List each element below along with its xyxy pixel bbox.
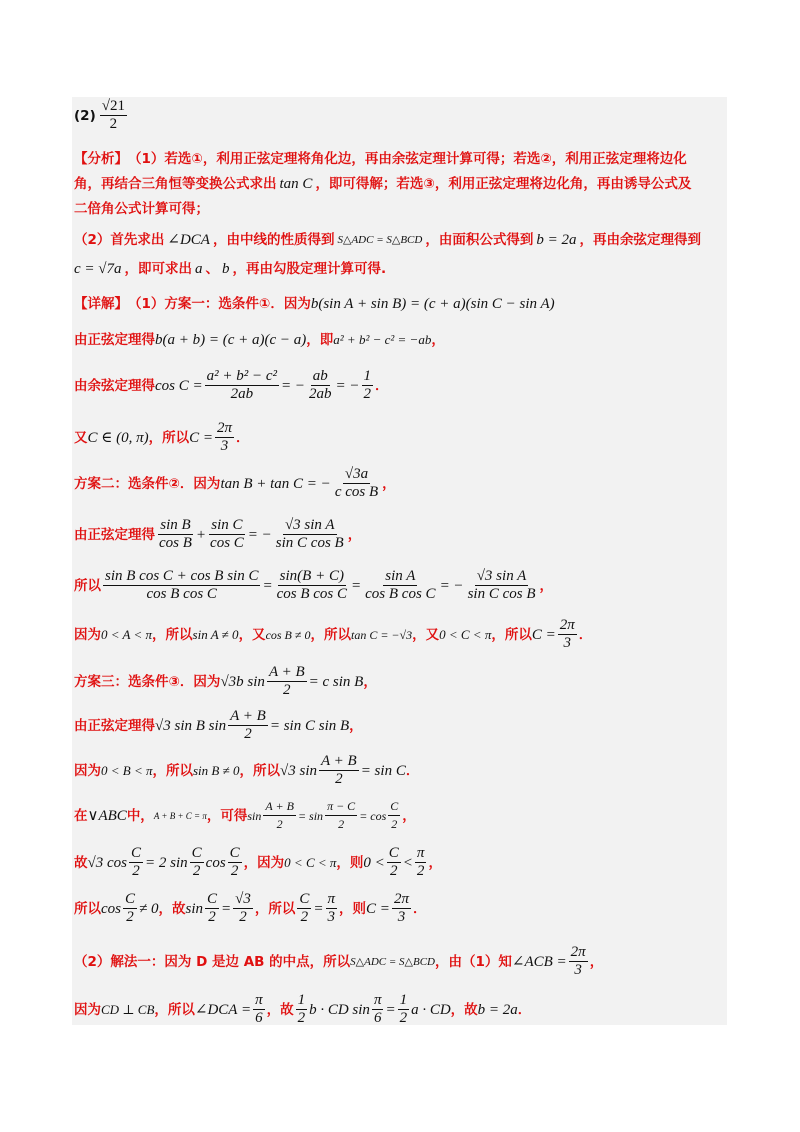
- text-span: √21: [101, 98, 125, 114]
- fraction: [326, 891, 338, 926]
- text-span: ．: [578, 626, 593, 643]
- text-span: =: [385, 1001, 396, 1018]
- text-span: √3b sin: [220, 673, 265, 690]
- text-span: 在: [74, 807, 88, 824]
- text-span: （1）方案一：选条件①．因为: [128, 296, 311, 312]
- text-span: π: [373, 992, 382, 1008]
- text-span: 0 < C < π: [284, 854, 337, 870]
- text-span: sin A: [385, 568, 416, 584]
- text-span: C: [125, 891, 136, 907]
- fraction: [208, 517, 246, 552]
- text-span: ．: [405, 762, 420, 779]
- text-span: ，所以: [239, 762, 280, 779]
- text-span: b: [222, 261, 230, 277]
- detail-line-4: [74, 420, 250, 455]
- text-span: 2π: [217, 420, 233, 436]
- text-span: a² + b² − c² = −ab: [333, 332, 432, 347]
- text-span: ，: [539, 577, 553, 594]
- plan3-line-2: [74, 708, 363, 743]
- text-span: a² + b² − c²: [206, 368, 278, 384]
- fraction: [205, 368, 279, 403]
- text-span: （1）若选①，利用正弦定理将角化边，再由余弦定理计算可得；若选②，利用正弦定理将边化: [128, 151, 687, 167]
- analysis-label: 【分析】: [74, 151, 128, 167]
- text-span: = −: [281, 377, 306, 394]
- text-span: 0 <: [363, 854, 385, 871]
- text-span: 0 < A < π: [101, 626, 153, 642]
- fraction: [157, 517, 194, 552]
- text-span: = sin C: [360, 762, 406, 779]
- text-span: sin C cos B: [275, 535, 344, 551]
- text-span: tan C = −√3: [350, 627, 413, 642]
- text-span: 1: [399, 992, 408, 1008]
- text-span: √3 sin B sin: [155, 717, 227, 734]
- text-span: ，所以: [152, 762, 193, 779]
- text-span: b = 2a: [477, 1001, 518, 1018]
- text-span: sin: [185, 900, 204, 917]
- text-span: 3: [574, 962, 582, 978]
- text-span: 2: [239, 909, 247, 925]
- fraction: [297, 891, 311, 926]
- text-span: ，由中线的性质得到: [212, 232, 335, 248]
- text-span: tan C: [279, 176, 313, 192]
- text-span: 角，再结合三角恒等变换公式求出: [74, 176, 277, 192]
- text-span: 2π: [559, 617, 575, 633]
- text-span: =: [221, 900, 232, 917]
- detail-label: 【详解】: [74, 296, 128, 312]
- text-span: A + B: [230, 708, 266, 724]
- text-span: a: [195, 261, 203, 277]
- text-span: ，故: [158, 900, 186, 917]
- text-span: C =: [189, 429, 214, 446]
- text-span: 2: [244, 726, 252, 742]
- text-span: sin: [247, 808, 262, 823]
- text-span: a · CD: [411, 1001, 451, 1018]
- text-span: tan B + tan C = −: [220, 475, 331, 492]
- fraction: [387, 845, 401, 880]
- text-span: 2: [335, 771, 343, 787]
- text-span: cos B cos C: [146, 586, 217, 602]
- text-span: S△ADC = S△BCD: [337, 234, 423, 246]
- text-span: （2）解法一：因为 D 是边 AB 的中点，所以: [74, 953, 351, 970]
- text-span: ，则: [339, 900, 367, 917]
- text-span: 2π: [570, 944, 586, 960]
- text-span: b(sin A + sin B) = (c + a)(sin C − sin A): [310, 296, 555, 312]
- fraction: [274, 517, 346, 552]
- part2-line-2: [74, 992, 531, 1027]
- text-span: 2ab: [309, 386, 332, 402]
- text-span: CD ⊥ CB: [101, 1001, 155, 1017]
- fraction: [319, 753, 359, 788]
- text-span: sin C: [211, 517, 243, 533]
- text-span: sin(B + C): [279, 568, 344, 584]
- text-span: ，故: [266, 1001, 294, 1018]
- text-span: cos: [205, 854, 226, 871]
- plan2-line-4: [74, 617, 592, 652]
- text-span: =: [262, 577, 273, 594]
- text-span: ，: [349, 717, 363, 734]
- plan2-line-3: [74, 568, 553, 603]
- text-span: cos C: [210, 535, 244, 551]
- fraction: [325, 798, 357, 833]
- analysis-line-2: [74, 174, 691, 194]
- text-span: 2: [300, 909, 309, 925]
- text-span: 2: [192, 863, 201, 879]
- fraction: [466, 568, 538, 603]
- text-span: ，: [589, 953, 604, 970]
- text-span: 2: [283, 682, 291, 698]
- fraction: [275, 568, 349, 603]
- text-span: c = √7a: [74, 261, 122, 277]
- text-span: 二倍角公式计算可得；: [74, 201, 209, 217]
- plan2-line-2: [74, 517, 361, 552]
- text-span: 0 < B < π: [101, 762, 153, 778]
- text-span: A + B: [263, 798, 296, 816]
- fraction: [215, 420, 234, 455]
- text-span: 2: [276, 817, 283, 831]
- text-span: ∠ACB =: [511, 953, 567, 970]
- text-span: ，又: [412, 626, 440, 643]
- text-span: ，: [402, 807, 416, 824]
- fraction: [307, 368, 334, 403]
- text-span: ab: [312, 368, 328, 384]
- text-span: ．: [375, 377, 389, 394]
- text-span: 2π: [393, 891, 409, 907]
- analysis-line-4: [74, 230, 701, 250]
- text-span: = −: [439, 577, 464, 594]
- text-span: ∠DCA: [167, 232, 210, 248]
- text-span: 2: [391, 817, 398, 831]
- fraction: [415, 845, 427, 880]
- text-span: 2: [390, 863, 398, 879]
- text-span: ，可得: [206, 807, 248, 824]
- fraction: [228, 708, 268, 743]
- text-span: 2: [363, 386, 372, 402]
- text-span: √3a: [344, 466, 369, 482]
- text-span: = 2 sin: [145, 854, 188, 871]
- answer-value: [100, 98, 127, 133]
- text-span: 由余弦定理得: [74, 377, 155, 394]
- text-span: b(a + b) = (c + a)(c − a): [155, 332, 307, 348]
- fraction: [129, 845, 143, 880]
- text-span: √3 cos: [87, 854, 127, 871]
- plan3-line-5: [74, 845, 442, 880]
- text-span: 、: [205, 261, 220, 277]
- text-span: A + B: [268, 664, 305, 680]
- text-span: sin B cos C + cos B sin C: [105, 568, 259, 584]
- text-span: ，则: [336, 854, 364, 871]
- text-span: ，所以: [152, 626, 193, 643]
- text-span: C: [299, 891, 310, 907]
- fraction: [558, 617, 577, 652]
- text-span: ，再由勾股定理计算可得.: [232, 261, 387, 277]
- analysis-line-5: [74, 259, 386, 279]
- text-span: = c sin B: [308, 673, 364, 690]
- fraction: [333, 466, 380, 501]
- fraction: [392, 891, 411, 926]
- fraction: [388, 798, 400, 833]
- text-span: sin B ≠ 0: [193, 762, 240, 778]
- detail-line-2: [74, 330, 445, 350]
- text-span: ，再由余弦定理得到: [579, 232, 701, 248]
- text-span: π: [327, 891, 336, 907]
- text-span: A + B: [321, 753, 357, 769]
- text-span: π: [416, 845, 425, 861]
- fraction: [190, 845, 204, 880]
- text-span: C: [229, 845, 240, 861]
- text-span: π − C: [325, 798, 357, 816]
- text-span: 因为: [74, 626, 101, 643]
- text-span: C: [130, 845, 141, 861]
- text-span: ，所以: [154, 1001, 195, 1018]
- text-span: 所以: [74, 577, 101, 594]
- text-span: ．: [236, 429, 250, 446]
- text-span: ，所以: [254, 900, 296, 917]
- text-span: = sin: [297, 808, 324, 823]
- text-span: 方案二：选条件②．因为: [74, 475, 221, 492]
- text-span: cos B cos C: [276, 586, 348, 602]
- text-span: = cos: [359, 808, 387, 823]
- text-span: cos B: [159, 535, 192, 551]
- text-span: 2: [109, 116, 118, 132]
- text-span: +: [195, 526, 207, 543]
- text-span: sin A ≠ 0: [192, 626, 239, 642]
- fraction: [363, 568, 437, 603]
- text-span: √3: [235, 891, 251, 907]
- answer-header: (2): [74, 107, 96, 124]
- text-span: ，即: [306, 332, 334, 348]
- text-span: ∨ABC: [87, 807, 127, 824]
- text-span: 2: [416, 863, 425, 879]
- text-span: 3: [220, 438, 229, 454]
- text-span: 故: [74, 854, 88, 871]
- fraction: [296, 992, 308, 1027]
- text-span: 因为: [74, 762, 101, 779]
- text-span: C =: [531, 626, 556, 643]
- text-span: 3: [397, 909, 406, 925]
- text-span: ，: [363, 673, 377, 690]
- fraction: [253, 992, 265, 1027]
- text-span: cos B cos C: [365, 586, 436, 602]
- text-span: π: [255, 992, 263, 1008]
- text-span: C ∈ (0, π): [87, 429, 149, 446]
- text-span: √3 sin A: [476, 568, 527, 584]
- text-span: 由正弦定理得: [74, 717, 155, 734]
- fraction: [372, 992, 384, 1027]
- fraction: [103, 568, 260, 603]
- text-span: ，由面积公式得到: [425, 232, 534, 248]
- text-span: ，故: [450, 1001, 478, 1018]
- text-span: 中，: [126, 807, 154, 824]
- fraction: [123, 891, 137, 926]
- text-span: 6: [373, 1010, 382, 1026]
- text-span: <: [402, 854, 413, 871]
- text-span: ．: [412, 900, 427, 917]
- text-span: 所以: [74, 900, 101, 917]
- plan3-line-6: [74, 891, 426, 926]
- text-span: C: [207, 891, 218, 907]
- text-span: 方案三：选条件③．因为: [74, 673, 221, 690]
- fraction: [569, 944, 588, 979]
- text-span: ，所以: [310, 626, 351, 643]
- text-span: cos B ≠ 0: [265, 627, 311, 642]
- answer-line: [74, 98, 129, 133]
- analysis-line-1: [74, 149, 687, 169]
- text-span: 2: [126, 909, 134, 925]
- text-span: = sin C sin B: [269, 717, 350, 734]
- text-span: ，: [382, 475, 396, 492]
- text-span: sin B: [160, 517, 191, 533]
- text-span: 2: [230, 863, 239, 879]
- text-span: 2: [297, 1010, 306, 1026]
- plan3-line-3: [74, 753, 419, 788]
- plan3-line-4: [74, 798, 416, 833]
- text-span: ，: [347, 526, 362, 543]
- text-span: = −: [335, 377, 360, 394]
- text-span: 3: [563, 635, 571, 651]
- text-span: c cos B: [334, 484, 379, 500]
- text-span: b · CD sin: [309, 1001, 370, 1018]
- text-span: 2: [208, 909, 216, 925]
- text-span: b = 2a: [536, 232, 577, 248]
- text-span: C: [191, 845, 202, 861]
- detail-line-3: [74, 368, 389, 403]
- fraction: [263, 798, 296, 833]
- fraction: [233, 891, 253, 926]
- text-span: 1: [363, 368, 372, 384]
- fraction: [228, 845, 242, 880]
- text-span: 1: [297, 992, 306, 1008]
- text-span: ，所以: [491, 626, 532, 643]
- text-span: cos: [101, 900, 121, 917]
- detail-line-1: [74, 294, 555, 314]
- text-span: 3: [327, 909, 336, 925]
- text-span: 2: [399, 1010, 408, 1026]
- text-span: C: [388, 798, 400, 816]
- text-span: =: [313, 900, 324, 917]
- fraction: [267, 664, 307, 699]
- text-span: ．: [517, 1001, 532, 1018]
- text-span: ，: [428, 854, 442, 871]
- plan2-line-1: [74, 466, 396, 501]
- text-span: ≠ 0: [139, 900, 159, 917]
- text-span: √3 sin A: [284, 517, 335, 533]
- text-span: ，: [431, 332, 445, 348]
- text-span: S△ADC = S△BCD: [350, 955, 435, 968]
- text-span: 因为: [74, 1001, 101, 1018]
- text-span: 又: [74, 429, 88, 446]
- text-span: 2ab: [230, 386, 254, 402]
- text-span: 由正弦定理得: [74, 526, 155, 543]
- text-span: 由正弦定理得: [74, 332, 155, 348]
- text-span: sin C cos B: [467, 586, 536, 602]
- text-span: C: [388, 845, 399, 861]
- text-span: 0 < C < π: [439, 626, 492, 642]
- fraction: [362, 368, 374, 403]
- text-span: 6: [255, 1010, 263, 1026]
- text-span: C =: [366, 900, 390, 917]
- text-span: ，即可得解；若选③，利用正弦定理将边化角，再由诱导公式及: [315, 176, 692, 192]
- text-span: √3 sin: [280, 762, 317, 779]
- text-span: ∠DCA =: [194, 1001, 252, 1018]
- text-span: ，由（1）知: [434, 953, 512, 970]
- text-span: cos C =: [155, 377, 203, 394]
- text-span: （2）首先求出: [74, 232, 165, 248]
- analysis-line-3: [74, 199, 209, 219]
- text-span: ，又: [238, 626, 266, 643]
- text-span: ，即可求出: [124, 261, 193, 277]
- text-span: 2: [338, 817, 345, 831]
- text-span: 因为: [257, 854, 285, 871]
- text-span: = −: [247, 526, 272, 543]
- text-span: =: [351, 577, 362, 594]
- text-span: A + B + C = π: [153, 810, 207, 821]
- text-span: ，: [243, 854, 258, 871]
- fraction: [398, 992, 410, 1027]
- fraction: [205, 891, 219, 926]
- text-span: 2: [132, 863, 140, 879]
- plan3-line-1: [74, 664, 377, 699]
- text-span: ，所以: [148, 429, 190, 446]
- part2-line-1: [74, 944, 603, 979]
